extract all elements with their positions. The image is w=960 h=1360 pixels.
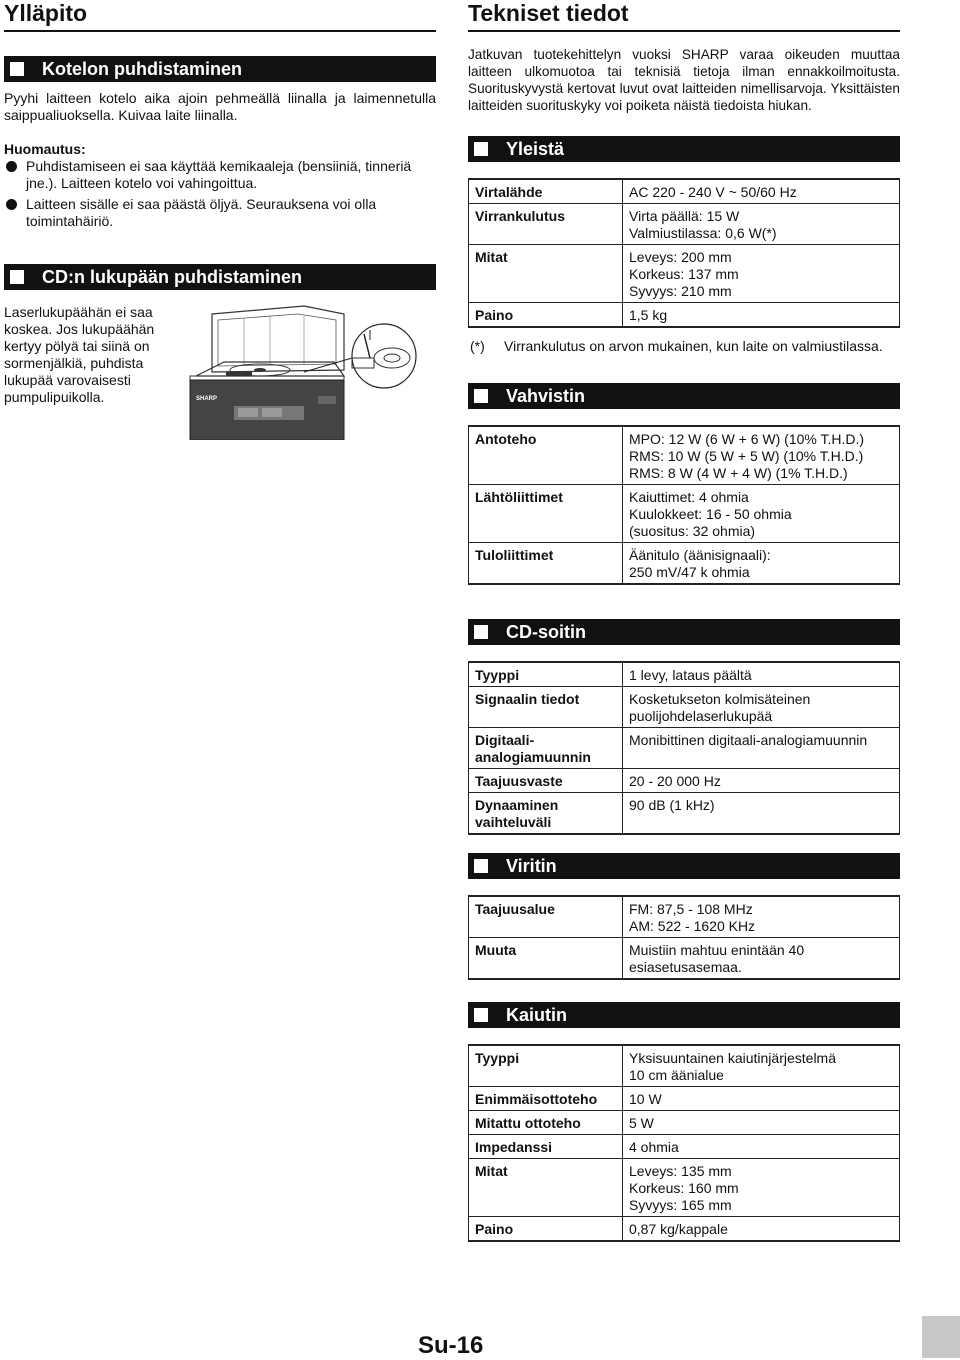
square-bullet-icon (474, 859, 488, 873)
spec-key: Tyyppi (469, 1045, 623, 1087)
spec-value-line: 5 W (629, 1115, 654, 1131)
section-heading-text: Kaiutin (506, 1005, 567, 1025)
general-footnote (468, 338, 900, 355)
section-heading-speaker (468, 1002, 900, 1028)
note-bullet-2 (4, 196, 436, 230)
table-row (469, 1159, 900, 1217)
spec-value-line: 90 dB (1 kHz) (629, 797, 715, 813)
spec-value-line: Kosketukseton kolmisäteinen (629, 691, 811, 707)
table-row (469, 426, 900, 485)
square-bullet-icon (474, 389, 488, 403)
spec-value (623, 245, 900, 303)
speaker-spec-table (468, 1044, 900, 1242)
spec-key: Mitat (469, 1159, 623, 1217)
spec-key: Tyyppi (469, 662, 623, 687)
section-heading-amplifier (468, 383, 900, 409)
table-row (469, 769, 900, 793)
spec-value (623, 769, 900, 793)
table-row (469, 204, 900, 245)
section-heading-text: Kotelon puhdistaminen (42, 59, 242, 79)
note-bullet-text: Laitteen sisälle ei saa päästä öljyä. Seurauksena voi olla toimintahäiriö. (26, 196, 377, 229)
spec-value-line: 10 W (629, 1091, 662, 1107)
spec-value-line: Monibittinen digitaali-analogiamuunnin (629, 732, 868, 748)
spec-value-line: Muistiin mahtuu enintään 40 (629, 942, 805, 958)
spec-value (623, 1159, 900, 1217)
table-row (469, 687, 900, 728)
spec-key: Taajuusalue (469, 896, 623, 938)
spec-value-line: Kaiuttimet: 4 ohmia (629, 489, 749, 505)
table-row (469, 896, 900, 938)
lens-cleaning-block (4, 304, 436, 464)
spec-key: Antoteho (469, 426, 623, 485)
table-row (469, 1135, 900, 1159)
table-row (469, 1087, 900, 1111)
specifications-intro: Jatkuvan tuotekehittelyn vuoksi SHARP varaa oikeuden muuttaa laitteen ulkomuotoa tai teknisiä tietoja ilman ennakkoilmoitusta. Suorituskyvystä kertovat luvut ovat laitteiden nimellisarvoja. Yksittäisten laitteiden suorituskyky voi poiketa näistä tiedoista hiukan. (468, 47, 900, 113)
spec-value (623, 1135, 900, 1159)
section-heading-cd-player (468, 619, 900, 645)
square-bullet-icon (10, 270, 24, 284)
spec-value (623, 662, 900, 687)
spec-key: Impedanssi (469, 1135, 623, 1159)
spec-key: Paino (469, 303, 623, 328)
page-edge-tab (922, 1316, 960, 1358)
table-row (469, 662, 900, 687)
spec-value-line: RMS: 10 W (5 W + 5 W) (10% T.H.D.) (629, 448, 864, 464)
spec-key: Muuta (469, 938, 623, 980)
table-row (469, 543, 900, 585)
table-row (469, 485, 900, 543)
square-bullet-icon (10, 62, 24, 76)
spec-value-line: 20 - 20 000 Hz (629, 773, 721, 789)
spec-value-line: Syvyys: 210 mm (629, 283, 732, 299)
spec-value (623, 179, 900, 204)
spec-value (623, 938, 900, 980)
table-row (469, 179, 900, 204)
lens-cleaning-text: Laserlukupäähän ei saa koskea. Jos lukupäähän kertyy pölyä tai siinä on sormenjälkiä, puhdista lukupää varovaisesti pumpulipuikolla. (4, 304, 155, 405)
spec-value-line: 10 cm äänialue (629, 1067, 724, 1083)
spec-value (623, 793, 900, 835)
section-heading-cabinet-cleaning (4, 56, 436, 82)
spec-value-line: 250 mV/47 k ohmia (629, 564, 750, 580)
spec-value-line: esiasetusasemaa. (629, 959, 742, 975)
bullet-dot-icon (6, 199, 17, 210)
spec-value-line: 0,87 kg/kappale (629, 1221, 728, 1237)
section-heading-text: Viritin (506, 856, 557, 876)
spec-value-line: Syvyys: 165 mm (629, 1197, 732, 1213)
spec-value-line: AC 220 - 240 V ~ 50/60 Hz (629, 184, 797, 200)
page-title-maintenance: Ylläpito (4, 0, 436, 32)
spec-value-line: Kuulokkeet: 16 - 50 ohmia (629, 506, 792, 522)
footnote-mark: (*) (470, 338, 485, 354)
spec-key: Taajuusvaste (469, 769, 623, 793)
spec-value (623, 426, 900, 485)
spec-value-line: Leveys: 135 mm (629, 1163, 732, 1179)
table-row (469, 303, 900, 328)
spec-key: Paino (469, 1217, 623, 1242)
general-spec-table (468, 178, 900, 328)
spec-value (623, 1111, 900, 1135)
tuner-spec-table (468, 895, 900, 980)
table-row (469, 938, 900, 980)
spec-value (623, 1217, 900, 1242)
spec-key: Mitat (469, 245, 623, 303)
spec-value-line: Korkeus: 137 mm (629, 266, 739, 282)
square-bullet-icon (474, 1008, 488, 1022)
note-label: Huomautus: (4, 141, 86, 157)
spec-key: Mitattu ottoteho (469, 1111, 623, 1135)
table-row (469, 1217, 900, 1242)
spec-value-line: Yksisuuntainen kaiutinjärjestelmä (629, 1050, 836, 1066)
spec-value (623, 896, 900, 938)
page-title-specifications: Tekniset tiedot (468, 0, 900, 32)
spec-value (623, 303, 900, 328)
spec-key: Signaalin tiedot (469, 687, 623, 728)
amplifier-spec-table (468, 425, 900, 585)
spec-value-line: Äänitulo (äänisignaali): (629, 547, 771, 563)
spec-key: Tuloliittimet (469, 543, 623, 585)
right-column (468, 0, 900, 1242)
spec-value (623, 687, 900, 728)
spec-value-line: RMS: 8 W (4 W + 4 W) (1% T.H.D.) (629, 465, 848, 481)
spec-value-line: Virta päällä: 15 W (629, 208, 740, 224)
spec-key: Lähtöliittimet (469, 485, 623, 543)
left-column (4, 0, 436, 464)
section-heading-general (468, 136, 900, 162)
square-bullet-icon (474, 142, 488, 156)
section-heading-lens-cleaning (4, 264, 436, 290)
spec-value-line: 4 ohmia (629, 1139, 679, 1155)
spec-value (623, 1087, 900, 1111)
spec-value-line: AM: 522 - 1620 KHz (629, 918, 756, 934)
bullet-dot-icon (6, 161, 17, 172)
section-heading-text: CD-soitin (506, 622, 586, 642)
table-row (469, 728, 900, 769)
spec-value-line: Leveys: 200 mm (629, 249, 732, 265)
table-row (469, 1045, 900, 1087)
spec-value-line: puolijohdelaserlukupää (629, 708, 773, 724)
spec-value-line: 1,5 kg (629, 307, 668, 323)
brand-logo: SHARP (196, 396, 218, 402)
footnote-text: Virrankulutus on arvon mukainen, kun laite on valmiustilassa. (504, 338, 883, 354)
spec-value-line: Korkeus: 160 mm (629, 1180, 739, 1196)
spec-value-line: FM: 87,5 - 108 MHz (629, 901, 753, 917)
spec-key: Digitaali- analogiamuunnin (469, 728, 623, 769)
spec-key: Virrankulutus (469, 204, 623, 245)
spec-value-line: MPO: 12 W (6 W + 6 W) (10% T.H.D.) (629, 431, 865, 447)
table-row (469, 245, 900, 303)
spec-value (623, 543, 900, 585)
spec-key: Virtalähde (469, 179, 623, 204)
note-bullet-1 (4, 158, 436, 192)
table-row (469, 793, 900, 835)
spec-value (623, 485, 900, 543)
cd-unit-illustration (184, 300, 436, 440)
square-bullet-icon (474, 625, 488, 639)
spec-value-line: 1 levy, lataus päältä (629, 667, 752, 683)
spec-key: Dynaaminen vaihteluväli (469, 793, 623, 835)
section-heading-text: Vahvistin (506, 386, 586, 406)
spec-value-line: Valmiustilassa: 0,6 W(*) (629, 225, 777, 241)
page-number: Su-16 (418, 1332, 484, 1359)
spec-value-line: (suositus: 32 ohmia) (629, 523, 756, 539)
table-row (469, 1111, 900, 1135)
section-heading-text: Yleistä (506, 139, 565, 159)
cabinet-cleaning-text: Pyyhi laitteen kotelo aika ajoin pehmeällä liinalla ja laimennetulla saippualiuoksella. Kuivaa laite liinalla. (4, 90, 436, 123)
spec-value (623, 728, 900, 769)
section-heading-text: CD:n lukupään puhdistaminen (42, 267, 303, 287)
note-bullet-text: Puhdistamiseen ei saa käyttää kemikaaleja (bensiiniä, tinneriä jne.). Laitteen kotelo voi vahingoittua. (26, 158, 412, 191)
cd-player-spec-table (468, 661, 900, 835)
section-heading-tuner (468, 853, 900, 879)
spec-value (623, 204, 900, 245)
spec-value (623, 1045, 900, 1087)
spec-key: Enimmäisottoteho (469, 1087, 623, 1111)
